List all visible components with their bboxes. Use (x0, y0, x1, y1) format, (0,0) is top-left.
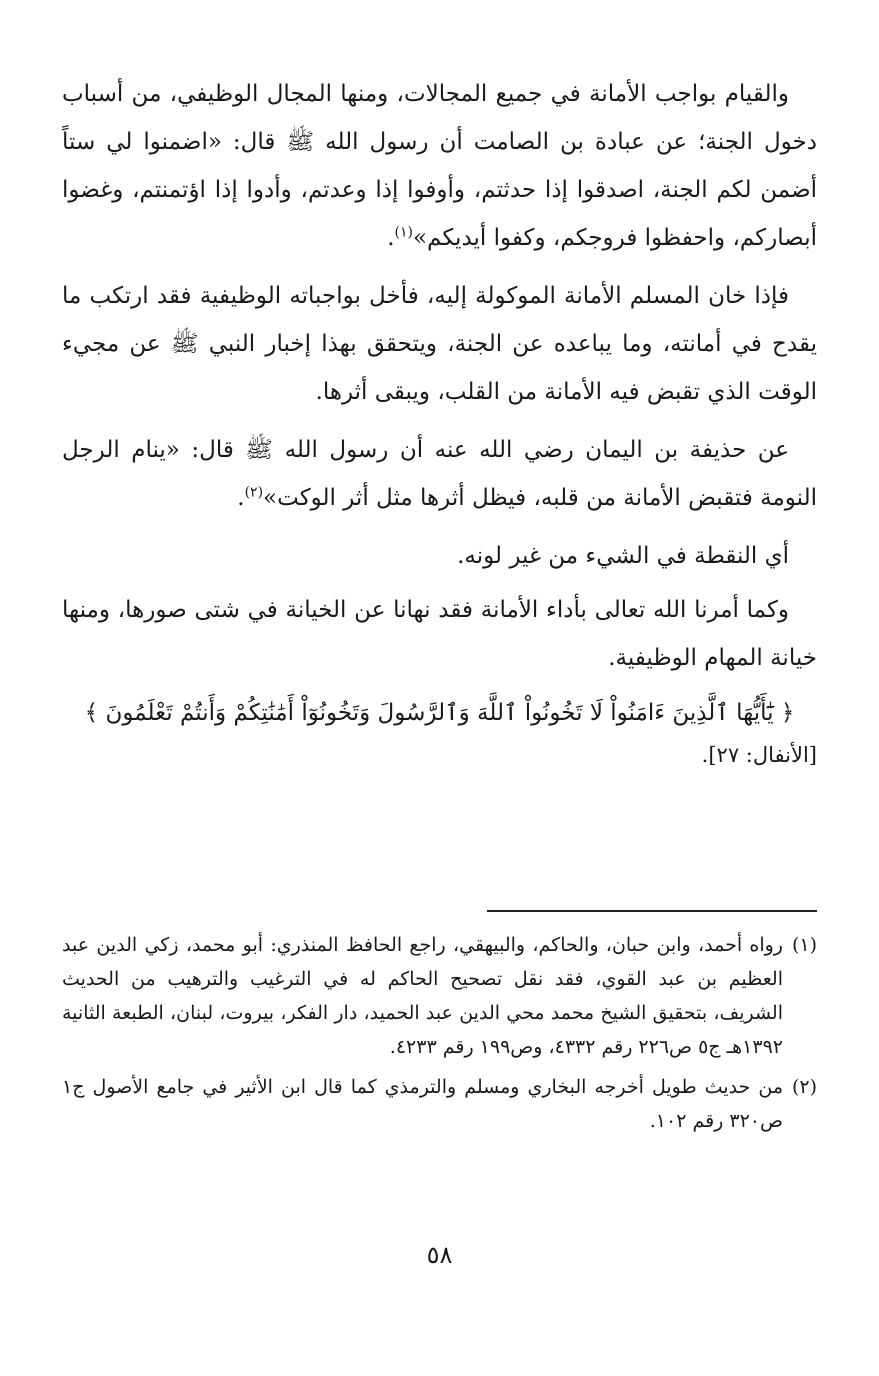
paragraph-1-end: . (387, 225, 395, 251)
paragraph-5: وكما أمرنا الله تعالى بأداء الأمانة فقد نهانا عن الخيانة في شتى صورها، ومنها خيانة المهام الوظيفية. (62, 597, 817, 671)
footnote-2-text: من حديث طويل أخرجه البخاري ومسلم والترمذي كما قال ابن الأثير في جامع الأصول ج١ ص٣٢٠ رقم ١٠٢. (62, 1076, 783, 1132)
paragraph-3-end: . (237, 485, 245, 511)
quran-verse: ﴿ يَٰٓأَيُّهَا ٱلَّذِينَ ءَامَنُواْ لَا تَخُونُواْ ٱللَّهَ وَٱلرَّسُولَ وَتَخُونُوٓاْ أَمَٰنَٰتِكُمْ وَأَنتُمْ تَعْلَمُونَ ﴾ (84, 700, 795, 726)
footnote-ref-2: (٢) (244, 484, 264, 501)
main-text (62, 70, 817, 774)
page-number: ٥٨ (426, 1241, 453, 1269)
paragraph-3-text: عن حذيفة بن اليمان رضي الله عنه أن رسول الله ﷺ قال: «ينام الرجل النومة فتقبض الأمانة من قلبه، فيظل أثرها مثل أثر الوكت» (62, 437, 817, 511)
paragraph-1 (62, 70, 817, 262)
quran-reference: [الأنفال: ٢٧]. (701, 743, 817, 767)
paragraph-4: أي النقطة في الشيء من غير لونه. (457, 543, 789, 569)
paragraph-2: فإذا خان المسلم الأمانة الموكولة إليه، فأخل بواجباته الوظيفية فقد ارتكب ما يقدح في أمانته، وما يباعده عن الجنة، ويتحقق بهذا إخبار النبي ﷺ عن مجيء الوقت الذي تقبض فيه الأمانة من القلب، ويبقى أثرها. (62, 283, 817, 405)
footnotes (62, 928, 817, 1144)
paragraph-1-text: والقيام بواجب الأمانة في جميع المجالات، ومنها المجال الوظيفي، من أسباب دخول الجنة؛ عن عبادة بن الصامت أن رسول الله ﷺ قال: «اضمنوا لي ستاً أضمن لكم الجنة، اصدقوا إذا حدثتم، وأوفوا إذا وعدتم، وأدوا إذا اؤتمنتم، وغضوا أبصاركم، واحفظوا فروجكم، وكفوا أيديكم» (62, 81, 817, 251)
footnote-1-text: رواه أحمد، وابن حبان، والحاكم، والبيهقي، راجع الحافظ المنذري: أبو محمد، زكي الدين عبد العظيم بن عبد القوي، فقد نقل تصحيح الحاكم له في الترغيب والترهيب من الحديث الشريف، بتحقيق الشيخ محمد محي الدين عبد الحميد، دار الفكر، بيروت، لبنان، الطبعة الثانية ١٣٩٢هـ ج٥ ص٢٢٦ رقم ٤٣٣٢، وص١٩٩ رقم ٤٢٣٣. (62, 934, 783, 1058)
paragraph-3 (62, 426, 817, 522)
footnote-ref-1: (١) (394, 224, 413, 241)
footnote-1 (62, 928, 817, 1064)
footnote-separator (487, 910, 817, 912)
footnote-2-number: (٢) (791, 1076, 817, 1098)
footnote-2 (62, 1070, 817, 1138)
footnote-1-number: (١) (791, 934, 817, 956)
book-page (62, 0, 817, 1376)
